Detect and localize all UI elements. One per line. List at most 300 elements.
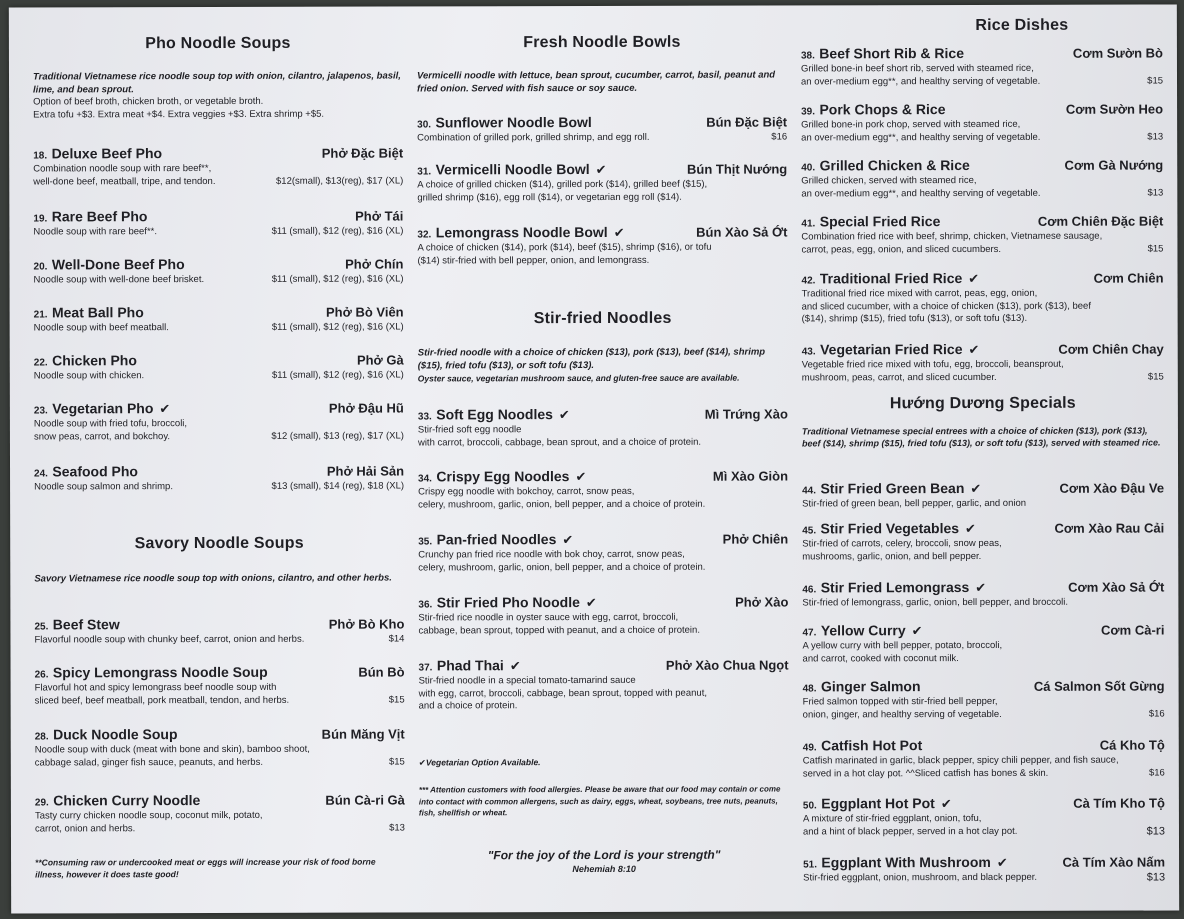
menu-item-header xyxy=(803,737,1165,756)
item-vietnamese-name: Bún Đặc Biệt xyxy=(706,114,788,130)
item-name: Phad Thai xyxy=(436,657,504,674)
vegetarian-check-icon: ✔ xyxy=(159,401,171,417)
item-price: $15 xyxy=(388,693,405,706)
item-description-line: Stir-fried noodle in a special tomato-tamarind sauce xyxy=(418,674,636,687)
menu-item-header xyxy=(418,467,788,486)
item-description-line: Stir-fried of lemongrass, garlic, onion, bell pepper, and broccoli. xyxy=(802,596,1069,609)
vegetarian-check-icon: ✔ xyxy=(509,658,521,674)
item-description-line2: sliced beef, beef meatball, pork meatball, tendon, and herbs. xyxy=(34,694,290,706)
item-price: $15 xyxy=(1147,371,1164,383)
item-description-row xyxy=(34,369,404,382)
scripture-quote xyxy=(419,847,789,874)
item-number: 39. xyxy=(801,106,816,118)
menu-item xyxy=(33,207,403,238)
pho-broth-option: Option of beef broth, chicken broth, or vegetable broth. xyxy=(33,95,264,108)
item-description-line: A yellow curry with bell pepper, potato, broccoli, xyxy=(802,639,1003,652)
menu-item-header xyxy=(418,405,788,424)
item-number: 30. xyxy=(417,119,432,131)
item-name: Eggplant Hot Pot xyxy=(821,795,935,812)
item-vietnamese-name: Bún Bò xyxy=(358,664,405,680)
item-name: Stir Fried Pho Noodle xyxy=(436,594,580,611)
item-name: Spicy Lemongrass Noodle Soup xyxy=(52,663,268,681)
item-description-line: Catfish marinated in garlic, black pepper, spicy chili pepper, and fish sauce, xyxy=(802,754,1119,767)
item-description-row xyxy=(34,480,404,493)
item-name: Grilled Chicken & Rice xyxy=(819,157,970,174)
item-vietnamese-name: Phở Đậu Hũ xyxy=(328,400,404,416)
menu-item xyxy=(34,399,404,443)
menu-item-title xyxy=(801,101,945,119)
menu-item xyxy=(35,663,405,707)
menu-item-title xyxy=(34,304,144,322)
menu-item xyxy=(35,791,405,835)
item-number: 29. xyxy=(34,797,49,809)
menu-item xyxy=(34,615,404,646)
item-vietnamese-name: Phở Chín xyxy=(345,256,404,272)
column-right xyxy=(800,5,1166,884)
item-description-line2: well-done beef, meatball, tripe, and tendon. xyxy=(33,175,216,187)
item-description-row xyxy=(803,767,1165,780)
item-vietnamese-name: Bún Thịt Nướng xyxy=(686,161,788,177)
menu-item xyxy=(802,520,1164,564)
item-price: $11 (small), $12 (reg), $16 (XL) xyxy=(271,273,404,285)
item-description: Noodle soup with fried tofu, broccoli, xyxy=(33,418,188,430)
item-name: Ginger Salmon xyxy=(820,678,921,695)
item-description-line: and a hint of black pepper, served in a hot clay pot. xyxy=(802,825,1018,837)
item-description-line2: cabbage salad, ginger fish sauce, peanuts, and herbs. xyxy=(34,756,263,768)
item-description: Flavorful noodle soup with chunky beef, carrot, onion and herbs. xyxy=(34,633,305,646)
menu-item-header xyxy=(33,207,403,226)
item-name: Stir Fried Vegetables xyxy=(820,520,960,537)
item-name: Vegetarian Fried Rice xyxy=(820,341,963,358)
menu-item-title xyxy=(33,145,162,163)
item-description-line: mushroom, peas, carrot, and sliced cucumber. xyxy=(801,371,997,383)
quote-reference: Nehemiah 8:10 xyxy=(572,863,636,875)
item-name: Crispy Egg Noodles xyxy=(436,468,570,485)
menu-item-title xyxy=(418,406,570,424)
item-name: Deluxe Beef Pho xyxy=(51,145,163,162)
section-title-savory: Savory Noodle Soups xyxy=(134,534,304,553)
item-description-line: carrot, peas, egg, onion, and sliced cucumbers. xyxy=(801,243,1002,255)
menu-item-header xyxy=(34,615,404,634)
section-title-pho: Pho Noodle Soups xyxy=(145,34,291,53)
item-number: 32. xyxy=(417,229,432,241)
item-description-line: Stir-fried soft egg noodle xyxy=(417,424,522,436)
menu-item-header xyxy=(33,255,403,274)
item-number: 37. xyxy=(418,662,433,674)
item-vietnamese-name: Cà Tím Xào Nấm xyxy=(1062,854,1166,870)
item-description-line: Grilled bone-in beef short rib, served with steamed rice, xyxy=(800,62,1034,75)
item-description-line: Fried salmon topped with stir-fried bell pepper, xyxy=(802,695,998,708)
menu-item-header xyxy=(417,160,787,179)
menu-item xyxy=(35,725,405,769)
menu-item-title xyxy=(417,224,624,243)
item-name: Sunflower Noodle Bowl xyxy=(435,114,592,131)
item-number: 31. xyxy=(417,166,432,178)
menu-item xyxy=(34,303,404,334)
menu-item-title xyxy=(802,622,922,640)
item-description-row xyxy=(801,243,1163,256)
item-name: Eggplant With Mushroom xyxy=(821,853,991,871)
menu-item-title xyxy=(35,726,178,744)
menu-item xyxy=(801,157,1163,201)
menu-item xyxy=(802,622,1164,666)
item-number: 36. xyxy=(418,599,433,611)
item-number: 48. xyxy=(802,683,817,695)
menu-item-title xyxy=(35,792,200,810)
menu-item xyxy=(803,737,1165,781)
item-name: Catfish Hot Pot xyxy=(821,737,923,754)
menu-item-title xyxy=(803,854,1008,873)
menu-item xyxy=(802,480,1164,511)
item-description-row xyxy=(802,371,1164,384)
item-description-row xyxy=(801,131,1163,144)
menu-item-title xyxy=(803,737,923,755)
item-number: 47. xyxy=(802,627,817,639)
section-title-rice: Rice Dishes xyxy=(975,16,1069,34)
item-vietnamese-name: Phở Gà xyxy=(356,352,404,368)
item-price: $15 xyxy=(388,755,405,768)
vegetarian-check-icon: ✔ xyxy=(595,161,607,177)
menu-item xyxy=(418,530,788,574)
menu-item-header xyxy=(801,213,1163,232)
item-description-row xyxy=(34,273,404,286)
stirfried-intro xyxy=(418,346,788,384)
menu-item xyxy=(418,467,788,511)
item-price: $11 (small), $12 (reg), $16 (XL) xyxy=(271,369,404,381)
item-price: $13 xyxy=(1147,187,1164,199)
menu-item xyxy=(803,795,1165,839)
menu-item-title xyxy=(801,45,964,63)
menu-item xyxy=(33,255,403,286)
item-description: Combination noodle soup with rare beef**, xyxy=(33,163,212,175)
menu-item xyxy=(418,405,788,449)
vegetarian-check-icon: ✔ xyxy=(562,532,574,548)
item-name: Yellow Curry xyxy=(820,622,906,639)
item-number: 22. xyxy=(33,357,48,369)
vegetarian-option-note: ✔Vegetarian Option Available. xyxy=(418,757,541,768)
item-description-line: A mixture of stir-fried eggplant, onion, tofu, xyxy=(802,812,982,825)
menu-item-title xyxy=(418,531,573,549)
menu-item-header xyxy=(419,656,789,675)
vegetarian-check-icon: ✔ xyxy=(940,796,952,812)
column-middle xyxy=(416,5,789,875)
menu-item-title xyxy=(34,352,137,370)
item-description-line: onion, ginger, and healthy serving of vegetable. xyxy=(802,708,1002,720)
item-description: Noodle soup with beef meatball. xyxy=(33,322,169,334)
item-name: Well-Done Beef Pho xyxy=(51,256,185,273)
item-price: $13 xyxy=(1147,131,1164,143)
item-description-line: grilled shrimp ($16), egg roll ($14), or vegetarian egg roll ($14). xyxy=(417,191,682,203)
item-number: 28. xyxy=(34,731,49,743)
menu-item-title xyxy=(803,795,952,813)
menu-item-title xyxy=(802,579,986,597)
item-description-line: an over-medium egg**, and healthy serving of vegetable. xyxy=(800,75,1041,87)
item-number: 20. xyxy=(33,261,48,273)
item-description: Noodle soup with chicken. xyxy=(33,370,145,382)
menu-item-header xyxy=(35,663,405,682)
item-price: $12(small), $13(reg), $17 (XL) xyxy=(276,174,404,187)
item-number: 23. xyxy=(33,405,48,417)
item-name: Lemongrass Noodle Bowl xyxy=(435,223,608,241)
menu-item-title xyxy=(34,616,119,634)
item-price: $14 xyxy=(388,633,405,645)
menu-item xyxy=(33,144,403,188)
stirfried-sauce-note: Oyster sauce, vegetarian mushroom sauce, and gluten-free sauce are available. xyxy=(417,372,740,384)
item-vietnamese-name: Mì Trứng Xào xyxy=(704,406,788,422)
item-description-line: Vegetable fried rice mixed with tofu, egg, broccoli, beansprout, xyxy=(801,358,1064,371)
item-number: 41. xyxy=(801,218,816,230)
menu-item-title xyxy=(34,400,170,418)
item-description-line: with egg, carrot, broccoli, cabbage, bean sprout, topped with peanut, xyxy=(418,687,707,699)
menu-item xyxy=(802,270,1164,326)
vegetarian-check-icon: ✔ xyxy=(575,469,587,485)
menu-item-header xyxy=(801,45,1163,64)
menu-item xyxy=(802,579,1164,610)
item-description-row xyxy=(33,225,403,238)
menu-item-title xyxy=(801,157,970,175)
item-number: 42. xyxy=(801,275,816,287)
item-vietnamese-name: Cơm Gà Nướng xyxy=(1064,157,1164,173)
item-description-row xyxy=(35,822,405,835)
vegetarian-check-icon: ✔ xyxy=(975,579,987,596)
item-vietnamese-name: Phở Xào xyxy=(735,594,789,610)
menu-item-header xyxy=(801,157,1163,176)
item-number: 18. xyxy=(33,150,48,162)
item-vietnamese-name: Phở Bò Viên xyxy=(325,304,404,320)
menu-item xyxy=(34,351,404,382)
item-description-row xyxy=(34,633,404,646)
item-name: Traditional Fried Rice xyxy=(819,270,963,287)
item-price: $16 xyxy=(1148,708,1165,720)
item-vietnamese-name: Cá Kho Tộ xyxy=(1099,737,1165,753)
menu-item-title xyxy=(802,341,980,359)
item-description-line: Grilled bone-in pork chop, served with steamed rice, xyxy=(801,118,1021,131)
menu-item xyxy=(801,101,1163,145)
item-description-line: Traditional fried rice mixed with carrot, peas, egg, onion, xyxy=(801,287,1038,300)
section-title-fresh: Fresh Noodle Bowls xyxy=(523,33,681,52)
vegetarian-check-icon: ✔ xyxy=(558,407,570,423)
menu-item-header xyxy=(35,725,405,744)
menu-item-title xyxy=(34,463,138,481)
item-price: $13 (small), $14 (reg), $18 (XL) xyxy=(271,480,405,492)
item-description: Noodle soup with rare beef**. xyxy=(33,226,157,238)
item-description-line: ($14) stir-fried with bell pepper, onion, and lemongrass. xyxy=(417,254,650,266)
menu-item xyxy=(417,113,787,144)
item-name: Rare Beef Pho xyxy=(51,208,148,225)
menu-item xyxy=(417,160,787,204)
item-vietnamese-name: Cơm Cà-ri xyxy=(1101,622,1165,638)
vegetarian-check-icon: ✔ xyxy=(911,623,923,639)
item-number: 46. xyxy=(802,584,817,596)
menu-item-header xyxy=(802,622,1164,641)
item-description: Noodle soup with well-done beef brisket. xyxy=(33,274,205,286)
item-description-line: an over-medium egg**, and healthy serving of vegetable. xyxy=(801,131,1041,143)
pho-extras: Extra tofu +$3. Extra meat +$4. Extra veggies +$3. Extra shrimp +$5. xyxy=(33,108,325,120)
item-number: 35. xyxy=(418,536,433,548)
item-price: $13 xyxy=(389,821,405,834)
item-description-line: Crispy egg noodle with bokchoy, carrot, snow peas, xyxy=(418,485,635,498)
menu-item-header xyxy=(417,113,787,132)
menu-item-title xyxy=(802,480,981,498)
item-vietnamese-name: Cơm Xào Đậu Ve xyxy=(1059,480,1165,496)
item-vietnamese-name: Phở Hải Sản xyxy=(326,463,405,479)
menu-item-title xyxy=(802,520,976,538)
menu-item-header xyxy=(802,520,1164,539)
item-name: Pork Chops & Rice xyxy=(819,101,946,118)
item-price: $15 xyxy=(1147,243,1164,255)
item-description: Flavorful hot and spicy lemongrass beef noodle soup with xyxy=(34,681,277,694)
item-vietnamese-name: Cá Salmon Sốt Gừng xyxy=(1033,678,1165,694)
item-description-line: Stir-fried of carrots, celery, broccoli, snow peas, xyxy=(802,537,1002,550)
item-description: Noodle soup with duck (meat with bone and skin), bamboo shoot, xyxy=(34,743,310,756)
fresh-intro: Vermicelli noodle with lettuce, bean sprout, cucumber, carrot, basil, peanut and fried onion. Served with fish sauce or soy sauce. xyxy=(416,69,776,94)
item-number: 45. xyxy=(802,525,817,537)
menu-item-header xyxy=(34,462,404,481)
stirfried-intro-text: Stir-fried noodle with a choice of chicken ($13), pork ($13), beef ($14), shrimp ($15), fried tofu ($13), or soft tofu ($13). xyxy=(417,346,766,371)
menu-item-header xyxy=(34,303,404,322)
item-number: 24. xyxy=(34,468,48,480)
item-price: $15 xyxy=(1147,75,1164,87)
menu-item-header xyxy=(418,593,788,612)
item-description-line: ($14), shrimp ($15), fried tofu ($13), or soft tofu ($13). xyxy=(801,312,1028,325)
item-vietnamese-name: Phở Bò Kho xyxy=(328,616,405,632)
item-description: Tasty curry chicken noodle soup, coconut milk, potato, xyxy=(34,809,263,822)
menu-item xyxy=(34,462,404,493)
item-description-line: cabbage, bean sprout, topped with peanut, and a choice of protein. xyxy=(418,624,700,636)
menu-item-title xyxy=(33,256,184,274)
item-vietnamese-name: Phở Tái xyxy=(355,208,404,224)
menu-item-header xyxy=(802,270,1164,289)
item-vietnamese-name: Cơm Sườn Heo xyxy=(1065,101,1164,117)
item-description-line: A choice of chicken ($14), pork ($14), beef ($15), shrimp ($16), or tofu xyxy=(417,241,712,254)
menu-item-header xyxy=(418,530,788,549)
item-number: 50. xyxy=(802,800,817,812)
item-description-row xyxy=(803,825,1165,838)
item-description-line: Grilled chicken, served with steamed rice, xyxy=(801,174,977,187)
item-description-line: and sliced cucumber, with a choice of chicken ($13), pork ($13), beef xyxy=(801,300,1091,312)
item-description-line: Combination of grilled pork, grilled shrimp, and egg roll. xyxy=(417,131,650,144)
menu-item-header xyxy=(802,579,1164,598)
menu-sheet xyxy=(9,4,1179,913)
item-number: 51. xyxy=(803,859,817,871)
menu-item-header xyxy=(34,351,404,370)
item-name: Chicken Curry Noodle xyxy=(53,792,201,809)
item-description-line: Combination fried rice with beef, shrimp, chicken, Vietnamese sausage, xyxy=(801,230,1103,243)
item-description-line: A choice of grilled chicken ($14), grilled pork ($14), grilled beef ($15), xyxy=(417,178,708,191)
item-description-line: Crunchy pan fried rice noodle with bok choy, carrot, snow peas, xyxy=(418,548,685,561)
item-name: Chicken Pho xyxy=(52,352,137,369)
item-name: Stir Fried Green Bean xyxy=(820,480,965,497)
item-description-row xyxy=(803,872,1165,885)
item-number: 26. xyxy=(34,669,49,681)
raw-meat-footnote: **Consuming raw or undercooked meat or eggs will increase your risk of food borne illness, however it does taste good! xyxy=(35,856,376,880)
item-number: 33. xyxy=(417,411,432,423)
menu-item xyxy=(417,223,787,267)
item-name: Beef Stew xyxy=(52,616,120,633)
item-description-line: mushrooms, garlic, onion, and bell pepper. xyxy=(802,550,982,562)
item-price: $11 (small), $12 (reg), $16 (XL) xyxy=(271,321,404,333)
item-number: 43. xyxy=(801,346,816,358)
item-name: Seafood Pho xyxy=(52,463,138,480)
menu-item-header xyxy=(35,791,405,810)
vegetarian-check-icon: ✔ xyxy=(968,341,980,358)
section-title-specials: Hướng Dương Specials xyxy=(889,394,1076,413)
item-description-row xyxy=(803,708,1165,721)
item-number: 34. xyxy=(418,473,432,485)
item-price: $13 xyxy=(1146,825,1165,838)
item-name: Stir Fried Lemongrass xyxy=(820,579,970,596)
item-vietnamese-name: Cơm Chiên xyxy=(1093,270,1164,286)
item-number: 40. xyxy=(801,162,816,174)
menu-item-title xyxy=(802,270,980,288)
item-description-line: an over-medium egg**, and healthy serving of vegetable. xyxy=(801,187,1041,199)
menu-item-title xyxy=(417,161,606,179)
item-number: 49. xyxy=(802,742,817,754)
item-vietnamese-name: Mì Xào Giòn xyxy=(712,468,789,484)
menu-item xyxy=(803,678,1165,722)
item-price: $16 xyxy=(1148,767,1165,779)
item-price: $13 xyxy=(1146,871,1166,884)
item-description-line2: snow peas, carrot, and bokchoy. xyxy=(33,430,171,442)
item-name: Meat Ball Pho xyxy=(51,304,144,321)
menu-item-title xyxy=(801,213,940,231)
item-description-line: Stir-fried rice noodle in oyster sauce with egg, carrot, broccoli, xyxy=(418,611,679,624)
item-vietnamese-name: Cơm Sườn Bò xyxy=(1072,45,1163,61)
menu-item xyxy=(801,45,1163,89)
allergy-note: *** Attention customers with food allergies. Please be aware that our food may contain or come into contact with common allergens, such as dairy, eggs, wheat, soybeans, tree nuts, peanuts, fish, shellfish or wheat. xyxy=(418,784,781,818)
section-title-stirfried: Stir-fried Noodles xyxy=(533,309,672,328)
vegetarian-check-icon: ✔ xyxy=(585,594,597,611)
item-description: Noodle soup salmon and shrimp. xyxy=(34,481,173,493)
item-name: Special Fried Rice xyxy=(819,213,941,230)
item-number: 38. xyxy=(800,50,815,62)
vegetarian-check-icon: ✔ xyxy=(996,854,1008,870)
item-description-row xyxy=(417,131,787,144)
savory-intro: Savory Vietnamese rice noodle soup top with onions, cilantro, and other herbs. xyxy=(34,572,392,585)
vegetarian-check-icon: ✔ xyxy=(965,521,976,537)
item-vietnamese-name: Cơm Chiên Chay xyxy=(1058,341,1164,357)
item-description-line: with carrot, broccoli, cabbage, bean sprout, and a choice of protein. xyxy=(417,436,702,448)
item-number: 21. xyxy=(33,309,48,321)
menu-item xyxy=(802,341,1164,385)
item-description-line: served in a hot clay pot. ^^Sliced catfish has bones & skin. xyxy=(802,767,1049,779)
item-vietnamese-name: Cơm Xào Sả Ớt xyxy=(1068,579,1165,595)
menu-item-title xyxy=(417,114,592,132)
vegetarian-check-icon: ✔ xyxy=(613,224,625,240)
menu-item-header xyxy=(803,854,1165,873)
item-number: 44. xyxy=(802,485,817,497)
menu-item xyxy=(801,213,1163,257)
menu-item-title xyxy=(35,664,268,683)
menu-item-header xyxy=(802,480,1164,499)
item-description-line2: carrot, onion and herbs. xyxy=(34,822,136,834)
menu-item-header xyxy=(33,144,403,163)
item-price: $12 (small), $13 (reg), $17 (XL) xyxy=(271,429,404,442)
item-vietnamese-name: Bún Măng Vịt xyxy=(321,726,405,742)
pho-intro xyxy=(33,70,403,121)
item-description-line: celery, mushroom, garlic, onion, bell pepper, and a choice of protein. xyxy=(418,498,706,510)
menu-item-header xyxy=(34,399,404,418)
item-vietnamese-name: Cơm Xào Rau Cải xyxy=(1054,520,1165,536)
item-description-line: and a choice of protein. xyxy=(418,700,518,712)
item-description-line: Stir-fried eggplant, onion, mushroom, and black pepper. xyxy=(803,871,1038,884)
item-vietnamese-name: Cơm Chiên Đặc Biệt xyxy=(1037,213,1164,229)
vegetarian-check-icon: ✔ xyxy=(970,480,982,497)
pho-intro-text: Traditional Vietnamese rice noodle soup top with onion, cilantro, jalapenos, basil, lime, and bean sprout. xyxy=(32,70,401,95)
item-vietnamese-name: Bún Cà-ri Gà xyxy=(325,792,405,808)
menu-item-title xyxy=(418,594,596,612)
menu-item-title xyxy=(419,657,521,675)
